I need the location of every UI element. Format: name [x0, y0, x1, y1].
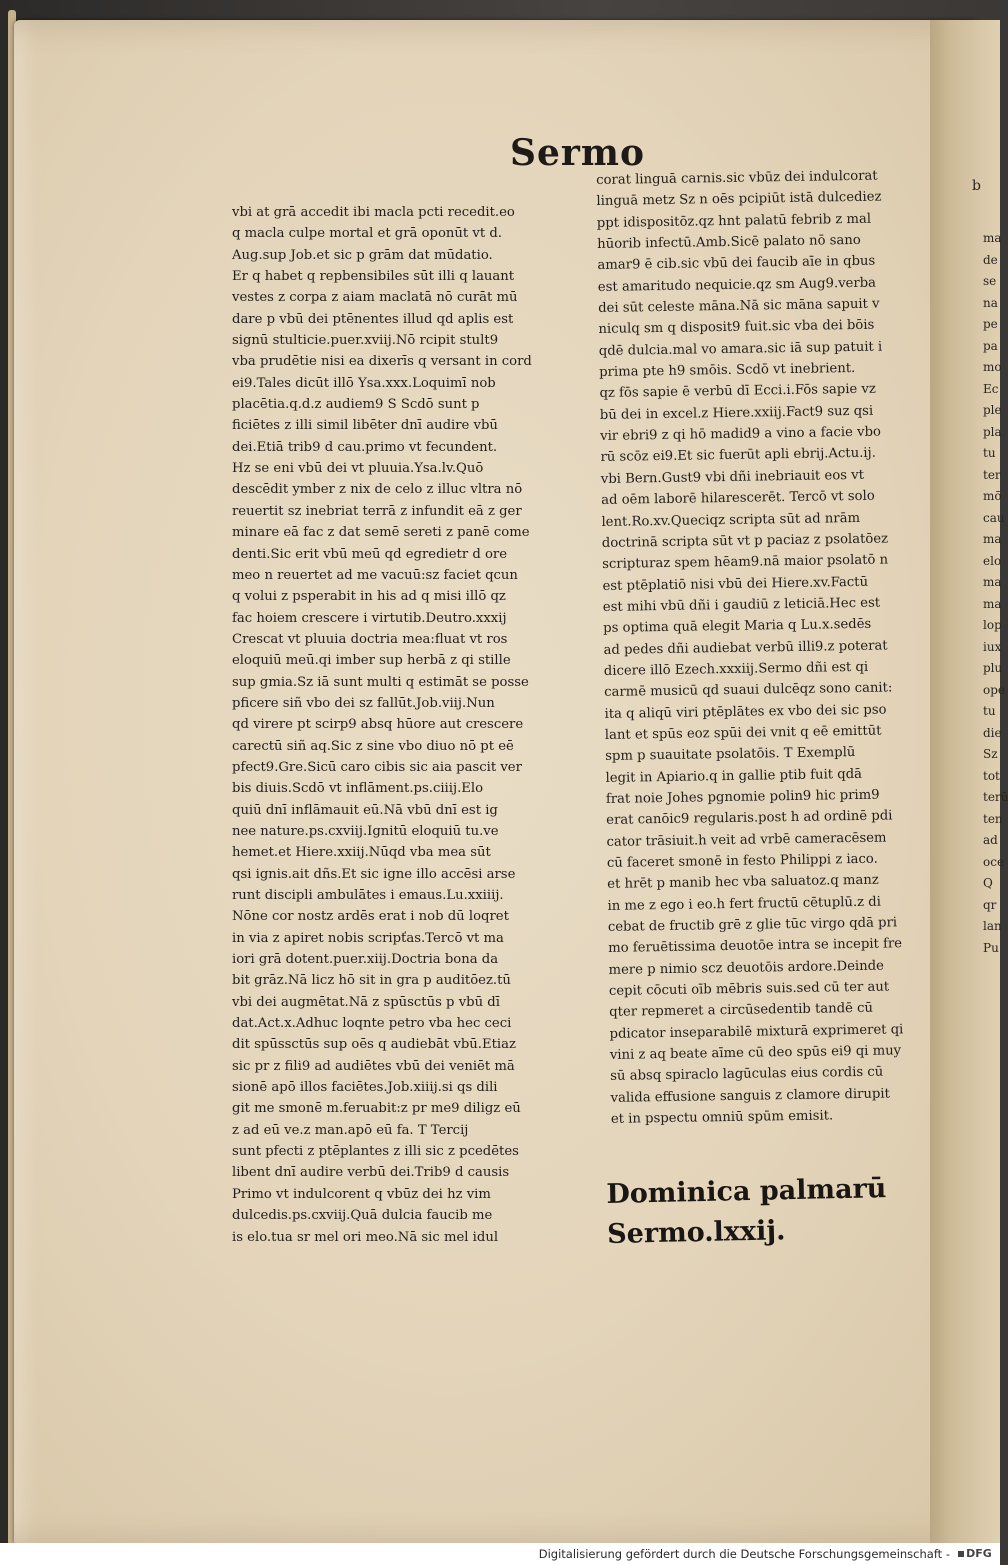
margin-fragment: oce: [983, 854, 1005, 869]
text-line: meo n reuertet ad me vacuū:sz faciet qcun: [232, 567, 518, 583]
facing-page-fragments: [983, 228, 1008, 959]
text-line: Crescat vt pluuia doctria mea:fluat vt ros: [232, 631, 508, 647]
right-text-column: [596, 165, 953, 1131]
margin-fragment: die: [983, 725, 1002, 740]
text-line: lant et spūs eoz spūi dei vnit q eē emittūt: [604, 723, 882, 743]
text-line: cator trāsiuit.h veit ad vrbē cameracēsem: [606, 830, 887, 850]
section-title-line-2: Sermo.lxxij.: [606, 1215, 786, 1250]
margin-fragment: ope: [983, 682, 1006, 697]
margin-fragment: ter: [983, 467, 1001, 482]
text-line: in me z ego i eo.h fert fructū cētuplū.z di: [607, 894, 882, 914]
text-line: libent dnī audire verbū dei.Trib9 d causis: [232, 1165, 510, 1181]
margin-fragment: se: [983, 274, 997, 288]
text-line: sū absq spiraclo lagūculas eius cordis cū: [610, 1065, 884, 1085]
text-line: iori grā dotent.puer.xiij.Doctria bona da: [232, 952, 499, 968]
text-line: pficere siñ vbo dei sz fallūt.Job.viij.Nun: [232, 695, 495, 711]
margin-fragment: mo: [983, 360, 1002, 374]
margin-fragment: tot: [983, 768, 1000, 783]
text-line: nee nature.ps.cxviij.Ignitū eloquiū tu.ve: [232, 823, 499, 839]
text-line: quiū dnī inflāmauit eū.Nā vbū dnī est ig: [232, 802, 498, 818]
text-line: sup gmia.Sz iā sunt multi q estimāt se posse: [232, 674, 529, 690]
text-line: et hrēt p manib hec vba saluatoz.q manz: [607, 872, 879, 893]
margin-fragment: na: [983, 295, 998, 310]
text-line: pfect9.Gre.Sicū caro cibis sic aia pascit ver: [232, 759, 522, 775]
text-line: ficiētes z illi simil libēter dnī audire vbū: [232, 418, 498, 434]
margin-fragment: elo: [983, 553, 1002, 568]
margin-fragment: cau: [983, 510, 1005, 525]
facing-page-letter: b: [972, 178, 981, 194]
text-line: runt discipli ambulātes i emaus.Lu.xxiiij.: [232, 888, 504, 903]
dfg-logo-text: DFG: [966, 1547, 992, 1560]
text-line: vbi dei augmētat.Nā z spūsctūs p vbū dī: [232, 994, 500, 1010]
text-line: vir ebri9 z qi hō madid9 a vino a facie vbo: [600, 424, 882, 445]
text-line: dulcedis.ps.cxviij.Quā dulcia faucib me: [232, 1208, 493, 1224]
text-line: dei sūt celeste māna.Nā sic māna sapuit v: [598, 296, 880, 317]
text-line: dei.Etiā trib9 d cau.primo vt fecundent.: [232, 439, 498, 455]
text-line: fac hoiem crescere i virtutib.Deutro.xxxij: [232, 610, 507, 626]
text-line: dit spūssctūs sup oēs q audiebāt vbū.Etiaz: [232, 1037, 516, 1053]
margin-fragment: plu: [983, 661, 1003, 675]
text-line: z ad eū ve.z man.apō eū fa. T Tercij: [232, 1122, 469, 1138]
text-line: in via z apiret nobis scripťas.Tercō vt ma: [232, 930, 504, 946]
text-line: corat linguā carnis.sic vbūz dei indulcorat: [596, 168, 878, 188]
text-line: prima pte h9 smōis. Scdō vt inebrient.: [599, 361, 856, 381]
text-line: cū faceret smonē in festo Philippi z iaco.: [606, 851, 878, 871]
text-line: amar9 ē cib.sic vbū dei faucib aīe in qbus: [597, 254, 876, 274]
margin-fragment: tu: [983, 704, 996, 718]
margin-fragment: pa: [983, 338, 998, 353]
text-line: Aug.sup Job.et sic p grām dat mūdatio.: [232, 247, 493, 263]
text-line: Nōne cor nostz ardēs erat i nob dū loqret: [232, 909, 509, 925]
margin-fragment: ma: [983, 596, 1002, 611]
text-line: est mihi vbū dñi i gaudiū z leticiā.Hec est: [602, 595, 881, 615]
text-line: mere p nimio scz deuotōis ardore.Deinde: [608, 958, 885, 978]
text-line: ad pedes dñi audiebat verbū illi9.z poterat: [603, 638, 888, 658]
text-line: hemet.et Hiere.xxiij.Nūqd vba mea sūt: [232, 845, 491, 861]
text-line: ita q aliqū viri ptēplātes ex vbo dei sic pso: [604, 702, 887, 722]
margin-fragment: lan: [983, 919, 1002, 933]
text-line: sunt pfecti z ptēplantes z illi sic z pcedētes: [232, 1144, 519, 1160]
margin-fragment: tu: [983, 446, 996, 460]
text-line: legit in Apiario.q in gallie ptib fuit qdā: [605, 766, 863, 786]
text-line: dare p vbū dei ptēnentes illud qd aplis est: [232, 311, 514, 327]
margin-fragment: Pu: [983, 940, 999, 955]
text-line: is elo.tua sr mel ori meo.Nā sic mel idul: [232, 1229, 499, 1245]
text-line: est amaritudo nequicie.qz sm Aug9.verba: [597, 275, 877, 295]
text-line: dat.Act.x.Adhuc loqnte petro vba hec ceci: [232, 1016, 512, 1032]
text-line: signū stulticie.puer.xviij.Nō rcipit stult9: [232, 333, 499, 349]
text-line: et in pspectu omniū spūm emisit.: [610, 1108, 834, 1128]
margin-fragment: de: [983, 252, 998, 267]
text-line: placētia.q.d.z audiem9 S Scdō sunt p: [232, 397, 480, 413]
margin-fragment: iux: [983, 639, 1002, 654]
margin-fragment: lop: [983, 618, 1002, 632]
margin-fragment: Q: [983, 876, 993, 890]
margin-fragment: ma: [983, 231, 1002, 245]
text-line: denti.Sic erit vbū meū qd egredietr d ore: [232, 546, 508, 562]
text-line: sic pr z fili9 ad audiētes vbū dei veniēt mā: [232, 1058, 515, 1074]
text-line: vba prudētie nisi ea dixerīs q versant in cord: [232, 354, 532, 370]
text-line: q volui z psperabit in his ad q misi illō qz: [232, 589, 506, 605]
text-line: est ptēplatiō nisi vbū dei Hiere.xv.Factū: [602, 574, 869, 594]
text-line: Primo vt indulcorent q vbūz dei hz vim: [232, 1186, 491, 1202]
dfg-logo-mark: [958, 1551, 964, 1557]
text-line: qsi ignis.ait dñs.Et sic igne illo accēsi arse: [232, 866, 516, 882]
text-line: valida effusione sanguis z clamore dirupit: [610, 1086, 890, 1106]
text-line: ps optima quā elegit Maria q Lu.x.sedēs: [603, 616, 872, 637]
text-line: Er q habet q repbensibiles sūt illi q lauant: [232, 269, 515, 285]
text-line: bū dei in excel.z Hiere.xxiij.Fact9 suz qsi: [599, 403, 874, 423]
text-line: q macla culpe mortal et grā oponūt vt d.: [232, 226, 502, 242]
text-line: niculq sm q disposit9 fuit.sic vba dei bōis: [598, 318, 875, 338]
footer-credit: Digitalisierung gefördert durch die Deutsche Forschungsgemeinschaft -: [538, 1547, 950, 1561]
margin-fragment: terū: [983, 790, 1008, 804]
margin-fragment: pe: [983, 317, 998, 331]
section-title-line-1: Dominica palmarū: [606, 1173, 887, 1210]
running-head: Sermo: [510, 132, 645, 174]
section-title: [606, 1169, 888, 1255]
text-line: ad oēm laborē hilarescerēt. Tercō vt solo: [601, 488, 875, 509]
text-line: reuertit sz inebriat terrā z infundit eā z ger: [232, 503, 522, 519]
text-line: doctrinā scripta sūt vt p paciaz z psolatōez: [601, 531, 889, 551]
margin-fragment: ma: [983, 532, 1002, 546]
text-line: pdicator inseparabilē mixturā exprimeret qi: [609, 1022, 904, 1042]
margin-fragment: ten: [983, 811, 1003, 826]
text-line: vestes z corpa z aiam maclatā nō curāt mū: [232, 290, 518, 306]
text-line: lent.Ro.xv.Queciqz scripta sūt ad nrām: [601, 510, 861, 530]
text-line: qz fōs sapie ē verbū dī Ecci.i.Fōs sapie vz: [599, 382, 877, 402]
text-line: vbi Bern.Gust9 vbi dñi inebriauit eos vt: [600, 467, 865, 487]
text-line: git me smonē m.feruabit:z pr me9 diligz eū: [232, 1101, 521, 1117]
text-line: qdē dulcia.mal vo amara.sic iā sup patuit i: [598, 339, 883, 359]
text-line: qter repmeret a circūsedentib tandē cū: [609, 1001, 874, 1021]
margin-fragment: Sz: [983, 747, 998, 761]
text-line: vini z aq beate aīme cū deo spūs ei9 qi muy: [609, 1043, 902, 1063]
margin-fragment: Ec: [983, 381, 999, 396]
margin-fragment: ad: [983, 833, 998, 847]
margin-fragment: mō: [983, 489, 1002, 503]
margin-fragment: pla: [983, 424, 1002, 439]
text-line: erat canōic9 regularis.post h ad ordinē pdi: [606, 808, 893, 829]
text-line: rū scōz ei9.Et sic fuerūt apli ebrij.Actu.ij.: [600, 446, 876, 466]
footer-bar: [0, 1543, 1000, 1565]
text-line: carectū siñ aq.Sic z sine vbo diuo nō pt eē: [232, 738, 514, 754]
text-line: minare eā fac z dat semē sereti z panē come: [232, 525, 530, 541]
text-line: ei9.Tales dicūt illō Ysa.xxx.Loquimī nob: [232, 375, 496, 391]
text-line: sionē apō illos faciētes.Job.xiiij.si qs dili: [232, 1080, 498, 1096]
text-line: Hz se eni vbū dei vt pluuia.Ysa.lv.Quō: [232, 461, 484, 477]
text-line: spm p suauitate psolatōis. T Exemplū: [605, 745, 856, 765]
margin-fragment: ma: [983, 575, 1002, 589]
text-line: mo feruētissima deuotōe intra se incepit fre: [608, 936, 903, 957]
text-line: eloquiū meū.qi imber sup herbā z qi stille: [232, 653, 511, 669]
text-line: qd virere pt scirp9 absq hūore aut crescere: [232, 717, 524, 733]
text-line: hūorib infectū.Amb.Sicē palato nō sano: [597, 232, 861, 253]
text-line: bit grāz.Nā licz hō sit in gra p auditōez.tū: [232, 973, 511, 989]
left-text-column: [232, 202, 582, 1248]
text-line: cebat de fructib grē z glie tūc virgo qdā pri: [607, 915, 898, 935]
margin-fragment: ple: [983, 403, 1002, 417]
text-line: cepit cōcuti oīb mēbris suis.sed cū ter aut: [608, 979, 890, 999]
text-line: scripturaz spem hēam9.nā maior psolatō n: [602, 552, 889, 573]
text-line: dicere illō Ezech.xxxiij.Sermo dñi est qi: [603, 659, 869, 679]
dfg-logo: [956, 1546, 994, 1561]
margin-fragment: qr: [983, 897, 997, 912]
text-line: ppt idispositōz.qz hnt palatū febrib z mal: [596, 211, 872, 231]
text-line: vbi at grā accedit ibi macla pcti recedit.eo: [232, 205, 515, 220]
text-line: bis diuis.Scdō vt inflāment.ps.ciiij.Elo: [232, 781, 484, 797]
text-line: linguā metz Sz n oēs pcipiūt istā dulcediez: [596, 189, 882, 210]
text-line: carmē musicū qd suaui dulcēqz sono canit:: [604, 680, 893, 701]
text-line: descēdit ymber z nix de celo z illuc vltra nō: [232, 482, 523, 498]
text-line: frat noie Johes pgnomie polin9 hic prim9: [605, 787, 880, 807]
